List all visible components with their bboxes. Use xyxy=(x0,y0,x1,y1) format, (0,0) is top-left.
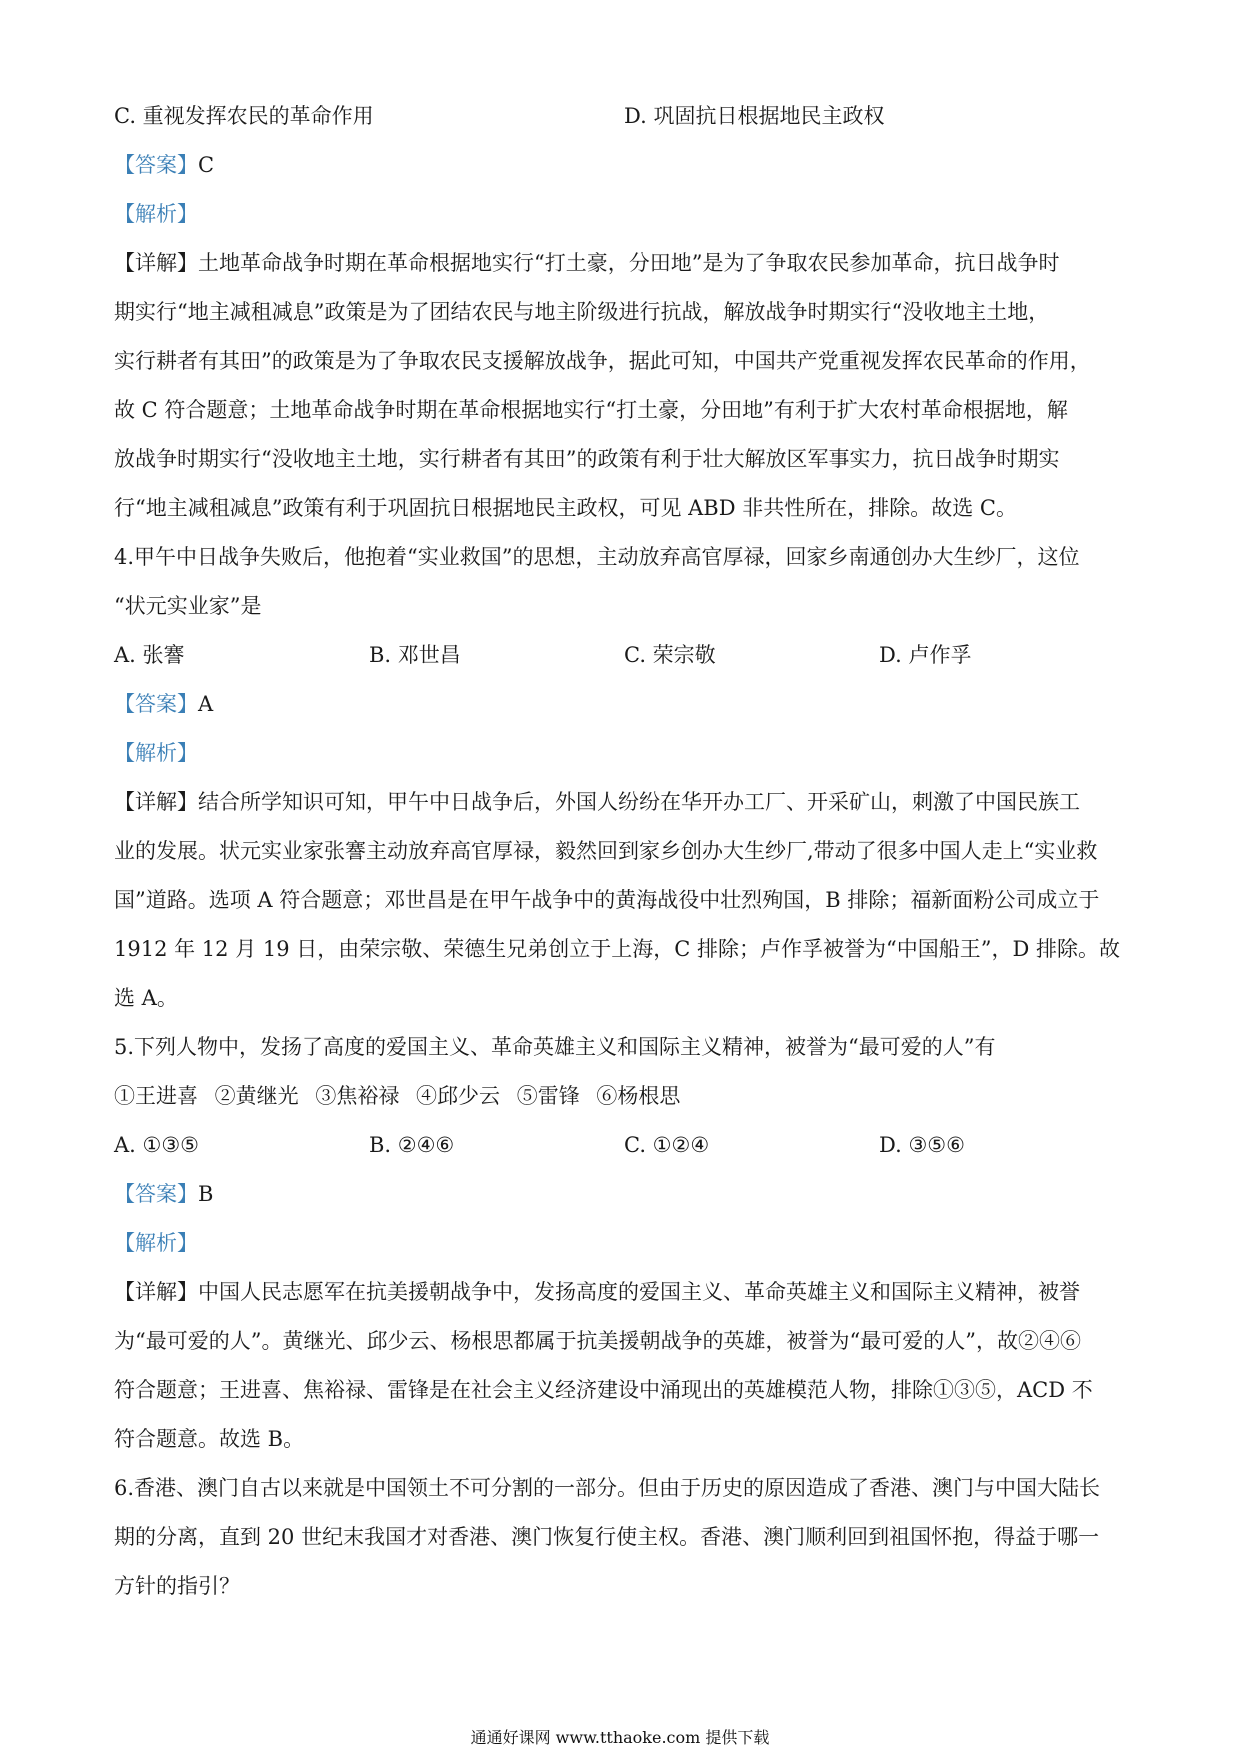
analysis-tag: 【解析】 xyxy=(114,741,198,765)
analysis-tag: 【解析】 xyxy=(114,202,198,226)
q3-detail: 【详解】土地革命战争时期在革命根据地实行“打土豪，分田地”是为了争取农民参加革命，抗日战争时 期实行“地主减租减息”政策是为了团结农民与地主阶级进行抗战，解放战争时期实行“没收地主土地， 实行耕者有其田”的政策是为了争取农民支援解放战争，据此可知，中国共产党重视发挥农民革命的作用， 故 C 符合题意；土地革命战争时期在革命根据地实行“打土豪，分田地”有利于扩大农村革命根据地，解 放战争时期实行“没收地主土地，实行耕者有其田”的政策有利于壮大解放区军事实力，抗日战争时期实 行“地主减租减息”政策有利于巩固抗日根据地民主政权，可见 ABD 非共性所在，排除。故选 C。 xyxy=(114,251,1091,520)
answer-tag: 【答案】 xyxy=(114,692,198,716)
q5-people: ①王进喜 ②黄继光 ③焦裕禄 ④邱少云 ⑤雷锋 ⑥杨根思 xyxy=(114,1084,681,1108)
q4-answer-value: A xyxy=(198,692,214,716)
detail-tag: 【详解】 xyxy=(114,251,198,275)
q3-option-c: C. 重视发挥农民的革命作用 xyxy=(114,104,374,128)
q4-answer xyxy=(114,680,1134,729)
answer-tag: 【答案】 xyxy=(114,1182,198,1206)
analysis-tag: 【解析】 xyxy=(114,1231,198,1255)
q5-answer xyxy=(114,1170,1134,1219)
q5-analysis xyxy=(114,1219,1134,1268)
document-page xyxy=(114,92,1134,1611)
q5-option-d: D. ③⑤⑥ xyxy=(879,1133,965,1157)
detail-tag: 【详解】 xyxy=(114,1280,198,1304)
q5-detail: 【详解】中国人民志愿军在抗美援朝战争中，发扬高度的爱国主义、革命英雄主义和国际主义精神，被誉 为“最可爱的人”。黄继光、邱少云、杨根思都属于抗美援朝战争的英雄，被誉为“最可爱的人”，故②④⑥ 符合题意；王进喜、焦裕禄、雷锋是在社会主义经济建设中涌现出的英雄模范人物，排除①③⑤，ACD 不 符合题意。故选 B。 xyxy=(114,1280,1093,1451)
q3-option-d: D. 巩固抗日根据地民主政权 xyxy=(624,104,885,128)
q5-answer-value: B xyxy=(198,1182,214,1206)
q5-option-b: B. ②④⑥ xyxy=(369,1133,455,1157)
q4-option-a: A. 张謇 xyxy=(114,643,185,667)
q4-option-d: D. 卢作孚 xyxy=(879,643,972,667)
q6-stem: 6.香港、澳门自古以来就是中国领土不可分割的一部分。但由于历史的原因造成了香港、澳门与中国大陆长 期的分离，直到 20 世纪末我国才对香港、澳门恢复行使主权。香港、澳门顺利回到祖国怀抱，得益于哪一 方针的指引？ xyxy=(114,1476,1101,1598)
q3-options xyxy=(114,92,1134,141)
q3-analysis xyxy=(114,190,1134,239)
q4-option-c: C. 荣宗敬 xyxy=(624,643,716,667)
q5-stem: 5.下列人物中，发扬了高度的爱国主义、革命英雄主义和国际主义精神，被誉为“最可爱的人”有 xyxy=(114,1035,996,1059)
page-footer: 通通好课网 www.tthaoke.com 提供下载 xyxy=(470,1728,770,1747)
q4-options xyxy=(114,631,1134,680)
answer-tag: 【答案】 xyxy=(114,153,198,177)
detail-tag: 【详解】 xyxy=(114,790,198,814)
q4-option-b: B. 邓世昌 xyxy=(369,643,461,667)
q5-options xyxy=(114,1121,1134,1170)
q5-option-a: A. ①③⑤ xyxy=(114,1133,199,1157)
q4-detail: 【详解】结合所学知识可知，甲午中日战争后，外国人纷纷在华开办工厂、开采矿山，刺激了中国民族工 业的发展。状元实业家张謇主动放弃高官厚禄，毅然回到家乡创办大生纱厂,带动了很多中国人走上“实业救 国”道路。选项 A 符合题意；邓世昌是在甲午战争中的黄海战役中壮烈殉国，B 排除；福新面粉公司成立于 1912 年 12 月 19 日，由荣宗敬、荣德生兄弟创立于上海，C 排除；卢作孚被誉为“中国船王”，D 排除。故 选 A。 xyxy=(114,790,1120,1010)
q3-answer xyxy=(114,141,1134,190)
q4-stem: 4.甲午中日战争失败后，他抱着“实业救国”的思想，主动放弃高官厚禄，回家乡南通创办大生纱厂，这位 “状元实业家”是 xyxy=(114,545,1080,618)
q5-option-c: C. ①②④ xyxy=(624,1133,710,1157)
q3-answer-value: C xyxy=(198,153,215,177)
q4-analysis xyxy=(114,729,1134,778)
